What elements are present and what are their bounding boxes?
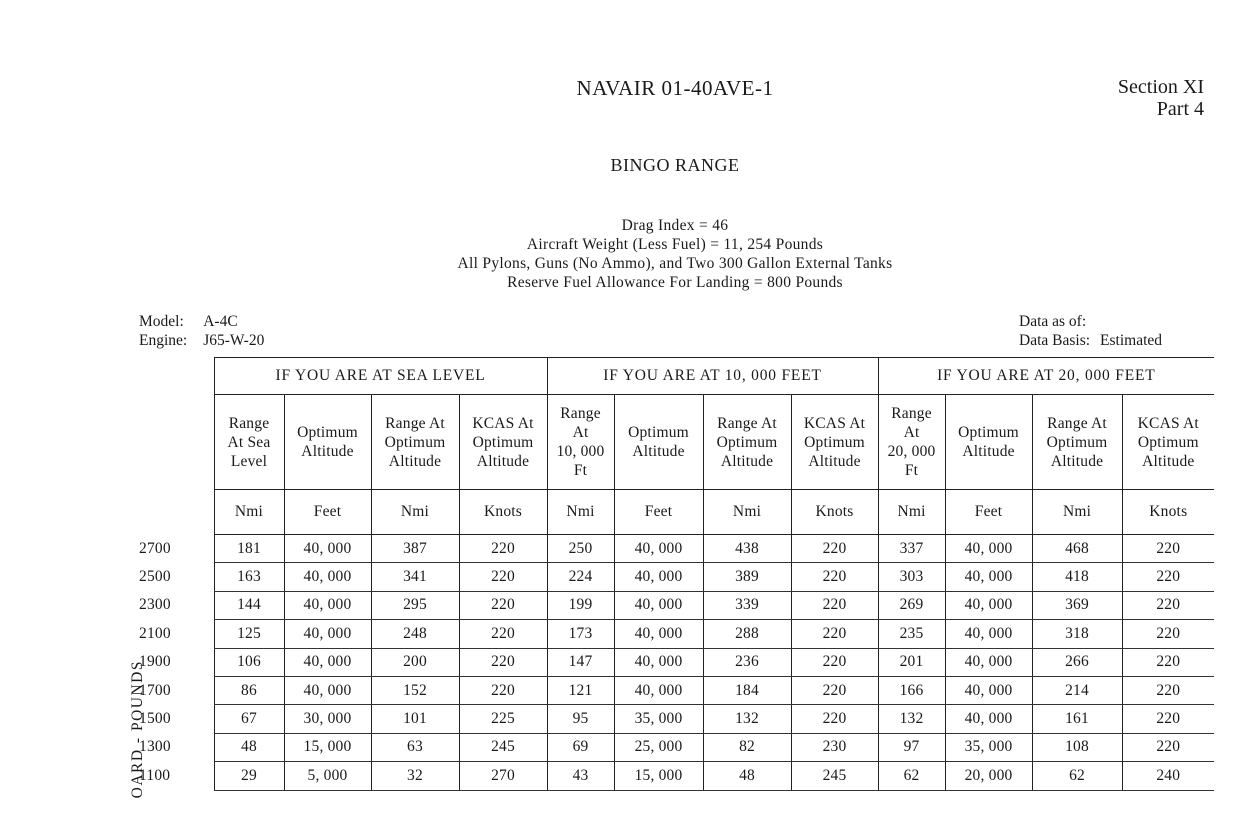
table-cell: 200 [371, 648, 459, 676]
data-info [1019, 312, 1172, 350]
table-cell: 147 [547, 648, 614, 676]
data-basis-label: Data Basis: [1019, 332, 1091, 349]
data-asof-value [1100, 312, 1172, 331]
condition-line: Aircraft Weight (Less Fuel) = 11, 254 Pounds [526, 236, 824, 253]
group-header: IF YOU ARE AT SEA LEVEL [214, 358, 547, 395]
table-cell: 43 [547, 762, 614, 790]
table-cell: 214 [1032, 676, 1122, 704]
table-row [139, 733, 1214, 761]
table-cell: 40, 000 [614, 648, 703, 676]
column-header [214, 395, 284, 490]
column-header [945, 395, 1032, 490]
table-cell: 220 [1122, 733, 1214, 761]
table-cell: 15, 000 [614, 762, 703, 790]
model-label: Model: [139, 313, 184, 330]
column-header-line: Range At [717, 414, 777, 432]
table-cell: 40, 000 [614, 620, 703, 648]
table-cell: 270 [459, 762, 547, 790]
table-cell: 97 [878, 733, 945, 761]
corner-spacer [139, 395, 214, 490]
bingo-range-table [139, 357, 1214, 791]
fuel-quantity-label: 1100 [139, 766, 171, 784]
condition-line: Reserve Fuel Allowance For Landing = 800 Pounds [507, 274, 843, 291]
table-cell: 220 [791, 676, 878, 704]
table-cell: 220 [791, 648, 878, 676]
table-row [139, 563, 1214, 591]
column-header-line: Altitude [808, 452, 861, 470]
table-cell: 40, 000 [284, 535, 371, 563]
table-cell: 152 [371, 676, 459, 704]
table-cell: 40, 000 [284, 620, 371, 648]
unit-cell: Nmi [214, 490, 284, 535]
table-cell: 220 [791, 620, 878, 648]
column-header-line: Optimum [628, 424, 689, 441]
table-cell: 161 [1032, 705, 1122, 733]
corner-spacer [139, 358, 214, 395]
page-title: BINGO RANGE [610, 155, 740, 175]
fuel-quantity-label: 2100 [139, 624, 171, 642]
table-cell: 220 [459, 535, 547, 563]
table-cell: 63 [371, 733, 459, 761]
column-header-line: Optimum [1046, 433, 1108, 451]
table-cell: 121 [547, 676, 614, 704]
table-cell: 269 [878, 591, 945, 619]
table-cell: 69 [547, 733, 614, 761]
model-value: A-4C [203, 313, 238, 330]
column-header-line: At [572, 424, 589, 441]
engine-value: J65-W-20 [203, 332, 265, 349]
column-header-line: Ft [904, 462, 919, 479]
fuel-quantity-label: 1500 [139, 710, 171, 728]
table-cell: 288 [703, 620, 791, 648]
table-cell: 166 [878, 676, 945, 704]
column-header-line: Optimum [804, 433, 865, 451]
unit-cell: Nmi [1032, 490, 1122, 535]
table-cell: 35, 000 [614, 705, 703, 733]
section-reference [1118, 76, 1204, 120]
column-header-line: Range [560, 405, 601, 422]
table-cell: 339 [703, 591, 791, 619]
conditions-block [0, 216, 1258, 292]
table-cell: 32 [371, 762, 459, 790]
table-cell: 303 [878, 563, 945, 591]
table-cell: 389 [703, 563, 791, 591]
table-cell: 220 [791, 535, 878, 563]
table-cell: 418 [1032, 563, 1122, 591]
column-header-line: At [903, 424, 920, 441]
table-cell: 40, 000 [945, 648, 1032, 676]
table-row [139, 535, 1214, 563]
table-cell: 341 [371, 563, 459, 591]
table-cell: 199 [547, 591, 614, 619]
column-header-line: Altitude [301, 443, 354, 460]
condition-line: Drag Index = 46 [621, 217, 729, 234]
table-cell: 48 [703, 762, 791, 790]
document-number: NAVAIR 01-40AVE-1 [576, 76, 774, 100]
table-cell: 40, 000 [614, 563, 703, 591]
unit-cell: Knots [791, 490, 878, 535]
table-row [139, 676, 1214, 704]
table-cell: 40, 000 [614, 676, 703, 704]
table-cell: 106 [214, 648, 284, 676]
table-cell: 144 [214, 591, 284, 619]
column-header-line: Range [228, 414, 270, 432]
table-cell: 225 [459, 705, 547, 733]
table-cell: 220 [1122, 535, 1214, 563]
group-header-row [139, 358, 1214, 395]
vertical-axis-label [118, 660, 158, 840]
fuel-quantity-label: 2700 [139, 539, 171, 557]
table-cell: 369 [1032, 591, 1122, 619]
column-header-line: Optimum [958, 424, 1019, 441]
condition-line: All Pylons, Guns (No Ammo), and Two 300 Gallon External Tanks [457, 255, 893, 272]
table-cell: 67 [214, 705, 284, 733]
table-cell: 220 [459, 648, 547, 676]
unit-cell: Feet [945, 490, 1032, 535]
table-cell: 266 [1032, 648, 1122, 676]
table-cell: 245 [791, 762, 878, 790]
table-cell: 30, 000 [284, 705, 371, 733]
unit-row [139, 490, 1214, 535]
column-header [1122, 395, 1214, 490]
engine-label: Engine: [139, 332, 188, 349]
table-cell: 40, 000 [284, 676, 371, 704]
column-header-line: Range At [385, 414, 445, 432]
unit-cell: Knots [1122, 490, 1214, 535]
column-header-line: 10, 000 [556, 443, 605, 460]
table-cell: 86 [214, 676, 284, 704]
table-cell: 201 [878, 648, 945, 676]
table-cell: 235 [878, 620, 945, 648]
table-cell: 295 [371, 591, 459, 619]
table-cell: 15, 000 [284, 733, 371, 761]
table-cell: 40, 000 [614, 591, 703, 619]
column-header [459, 395, 547, 490]
column-header [703, 395, 791, 490]
column-header-row [139, 395, 1214, 490]
column-header-line: Altitude [1142, 452, 1195, 470]
column-header-line: KCAS At [1137, 414, 1199, 432]
table-cell: 62 [1032, 762, 1122, 790]
table-cell: 35, 000 [945, 733, 1032, 761]
table-cell: 95 [547, 705, 614, 733]
table-cell: 40, 000 [284, 648, 371, 676]
column-header-line: Range At [1047, 414, 1107, 432]
part-label: Part 4 [1156, 98, 1204, 120]
column-header-line: KCAS At [803, 414, 866, 432]
table-cell: 220 [1122, 705, 1214, 733]
column-header-line: At Sea [227, 433, 271, 451]
table-cell: 173 [547, 620, 614, 648]
table-cell: 438 [703, 535, 791, 563]
table-row [139, 705, 1214, 733]
table-cell: 220 [459, 676, 547, 704]
table-cell: 5, 000 [284, 762, 371, 790]
unit-cell: Nmi [878, 490, 945, 535]
data-asof-label: Data as of: [1019, 313, 1087, 330]
table-cell: 318 [1032, 620, 1122, 648]
table-cell: 220 [459, 620, 547, 648]
column-header-line: Ft [573, 462, 588, 479]
column-header-line: KCAS At [472, 414, 534, 432]
table-cell: 220 [791, 563, 878, 591]
column-header [614, 395, 703, 490]
column-header-line: Altitude [720, 452, 774, 470]
column-header [284, 395, 371, 490]
column-header-line: Level [230, 452, 268, 470]
table-cell: 220 [791, 591, 878, 619]
fuel-on-board-label: OARD - POUNDS [129, 660, 146, 799]
table-cell: 220 [1122, 620, 1214, 648]
group-header: IF YOU ARE AT 10, 000 FEET [547, 358, 878, 395]
column-header [791, 395, 878, 490]
column-header-line: Altitude [388, 452, 442, 470]
table-header [139, 358, 1214, 535]
table-cell: 20, 000 [945, 762, 1032, 790]
model-info [139, 312, 280, 350]
table-cell: 387 [371, 535, 459, 563]
column-header-line: Optimum [1137, 433, 1199, 451]
column-header-line: Altitude [962, 443, 1015, 460]
table-cell: 220 [459, 591, 547, 619]
unit-cell: Nmi [371, 490, 459, 535]
table-cell: 220 [1122, 563, 1214, 591]
unit-cell: Feet [284, 490, 371, 535]
table-cell: 468 [1032, 535, 1122, 563]
table-cell: 337 [878, 535, 945, 563]
unit-cell: Knots [459, 490, 547, 535]
table-cell: 220 [791, 705, 878, 733]
corner-spacer [139, 490, 214, 535]
table-row [139, 762, 1214, 790]
section-label: Section XI [1117, 76, 1204, 98]
table-cell: 40, 000 [945, 535, 1032, 563]
table-cell: 125 [214, 620, 284, 648]
fuel-quantity-label: 1300 [139, 738, 171, 756]
table-cell: 40, 000 [945, 563, 1032, 591]
column-header [547, 395, 614, 490]
table-row [139, 620, 1214, 648]
unit-cell: Feet [614, 490, 703, 535]
table-cell: 25, 000 [614, 733, 703, 761]
column-header-line: Optimum [472, 433, 534, 451]
fuel-quantity-label: 1700 [139, 681, 171, 699]
table-cell: 40, 000 [945, 591, 1032, 619]
table-body [139, 535, 1214, 791]
column-header-line: Altitude [476, 452, 530, 470]
column-header-line: 20, 000 [887, 443, 936, 460]
column-header-line: Altitude [632, 443, 685, 460]
table-cell: 108 [1032, 733, 1122, 761]
table-row [139, 648, 1214, 676]
table-cell: 245 [459, 733, 547, 761]
table-cell: 29 [214, 762, 284, 790]
data-basis-value: Estimated [1100, 332, 1163, 349]
table-cell: 230 [791, 733, 878, 761]
column-header [878, 395, 945, 490]
table-cell: 240 [1122, 762, 1214, 790]
table-cell: 224 [547, 563, 614, 591]
group-header: IF YOU ARE AT 20, 000 FEET [878, 358, 1214, 395]
column-header [371, 395, 459, 490]
unit-cell: Nmi [703, 490, 791, 535]
table-row [139, 591, 1214, 619]
table-cell: 163 [214, 563, 284, 591]
table-cell: 220 [459, 563, 547, 591]
fuel-quantity-label: 2300 [139, 596, 171, 614]
table-cell: 40, 000 [945, 705, 1032, 733]
table-cell: 40, 000 [284, 563, 371, 591]
table-cell: 82 [703, 733, 791, 761]
table-cell: 132 [703, 705, 791, 733]
table-cell: 62 [878, 762, 945, 790]
table-cell: 181 [214, 535, 284, 563]
table-cell: 40, 000 [284, 591, 371, 619]
table-cell: 40, 000 [614, 535, 703, 563]
table-cell: 250 [547, 535, 614, 563]
table-cell: 184 [703, 676, 791, 704]
column-header-line: Optimum [384, 433, 446, 451]
table-cell: 248 [371, 620, 459, 648]
unit-cell: Nmi [547, 490, 614, 535]
table-cell: 40, 000 [945, 676, 1032, 704]
fuel-quantity-label: 1900 [139, 653, 171, 671]
column-header-line: Altitude [1050, 452, 1104, 470]
table-cell: 220 [1122, 676, 1214, 704]
table-cell: 48 [214, 733, 284, 761]
table-cell: 40, 000 [945, 620, 1032, 648]
table-cell: 132 [878, 705, 945, 733]
table-cell: 101 [371, 705, 459, 733]
column-header-line: Range [891, 405, 932, 422]
table-cell: 220 [1122, 591, 1214, 619]
fuel-quantity-label: 2500 [139, 568, 171, 586]
table-cell: 236 [703, 648, 791, 676]
table-cell: 220 [1122, 648, 1214, 676]
column-header-line: Optimum [297, 424, 358, 441]
column-header [1032, 395, 1122, 490]
column-header-line: Optimum [716, 433, 778, 451]
